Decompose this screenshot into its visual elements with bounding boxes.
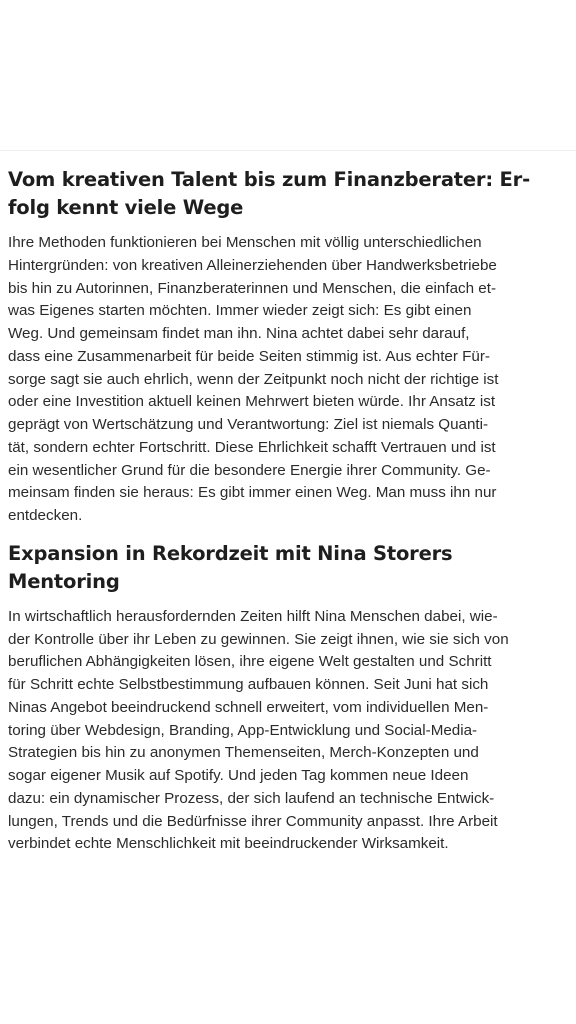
text-line: lungen, Trends und die Bedürfnisse ihrer Community anpasst. Ihre Arbeit: [8, 812, 498, 830]
text-line: entdecken.: [8, 507, 83, 524]
section-heading-talent: [8, 166, 564, 222]
text-line: In wirtschaftlich herausfordernden Zeiten hilft Nina Menschen dabei, wie-: [8, 607, 498, 625]
text-line: Ninas Angebot beeindruckend schnell erweitert, vom individuellen Men-: [8, 698, 489, 716]
text-line: für Schritt echte Selbstbestimmung aufbauen können. Seit Juni hat sich: [8, 676, 489, 693]
text-line: sogar eigener Musik auf Spotify. Und jeden Tag kommen neue Ideen: [8, 767, 469, 784]
article: [8, 166, 564, 856]
text-line: ein wesentlicher Grund für die besondere Energie ihrer Community. Ge-: [8, 461, 491, 479]
heading-line: Mentoring: [8, 569, 120, 593]
text-line: bis hin zu Autorinnen, Finanzberaterinnen und Menschen, die einfach et-: [8, 279, 497, 297]
text-line: geprägt von Wertschätzung und Verantwortung: Ziel ist niemals Quanti-: [8, 416, 489, 433]
section-paragraph-expansion: [8, 606, 564, 856]
text-line: dazu: ein dynamischer Prozess, der sich laufend an technische Entwick-: [8, 789, 495, 807]
text-line: Weg. Und gemeinsam findet man ihn. Nina achtet dabei sehr darauf,: [8, 325, 470, 342]
text-line: verbindet echte Menschlichkeit mit beeindruckender Wirksamkeit.: [8, 835, 449, 853]
text-line: tät, sondern echter Fortschritt. Diese Ehrlichkeit schafft Vertrauen und ist: [8, 438, 496, 456]
text-line: oder eine Investition aktuell keinen Mehrwert bieten würde. Ihr Ansatz ist: [8, 393, 496, 411]
text-line: was Eigenes starten möchten. Immer wieder zeigt sich: Es gibt einen: [8, 302, 472, 320]
text-line: sorge sagt sie auch ehrlich, wenn der Zeitpunkt noch nicht der richtige ist: [8, 370, 499, 388]
text-line: beruflichen Abhängigkeiten lösen, ihre eigene Welt gestalten und Schritt: [8, 653, 492, 671]
section-heading-expansion: [8, 540, 564, 596]
heading-line: Expansion in Rekordzeit mit Nina Storers: [8, 541, 453, 565]
text-line: Hintergründen: von kreativen Alleinerziehenden über Handwerksbetriebe: [8, 256, 497, 274]
text-line: der Kontrolle über ihr Leben zu gewinnen. Sie zeigt ihnen, wie sie sich von: [8, 630, 509, 648]
top-divider: [0, 150, 576, 151]
text-line: meinsam finden sie heraus: Es gibt immer einen Weg. Man muss ihn nur: [8, 484, 497, 502]
text-line: dass eine Zusammenarbeit für beide Seiten stimmig ist. Aus echter Für-: [8, 347, 490, 365]
heading-line: folg kennt viele Wege: [8, 196, 244, 219]
text-line: toring über Webdesign, Branding, App-Entwicklung und Social-Media-: [8, 721, 478, 739]
heading-line: Vom kreativen Talent bis zum Finanzberater: Er-: [8, 168, 530, 191]
text-line: Strategien bis hin zu anonymen Themenseiten, Merch-Konzepten und: [8, 744, 479, 762]
text-line: Ihre Methoden funktionieren bei Menschen mit völlig unterschiedlichen: [8, 234, 482, 251]
section-paragraph-talent: [8, 232, 564, 528]
